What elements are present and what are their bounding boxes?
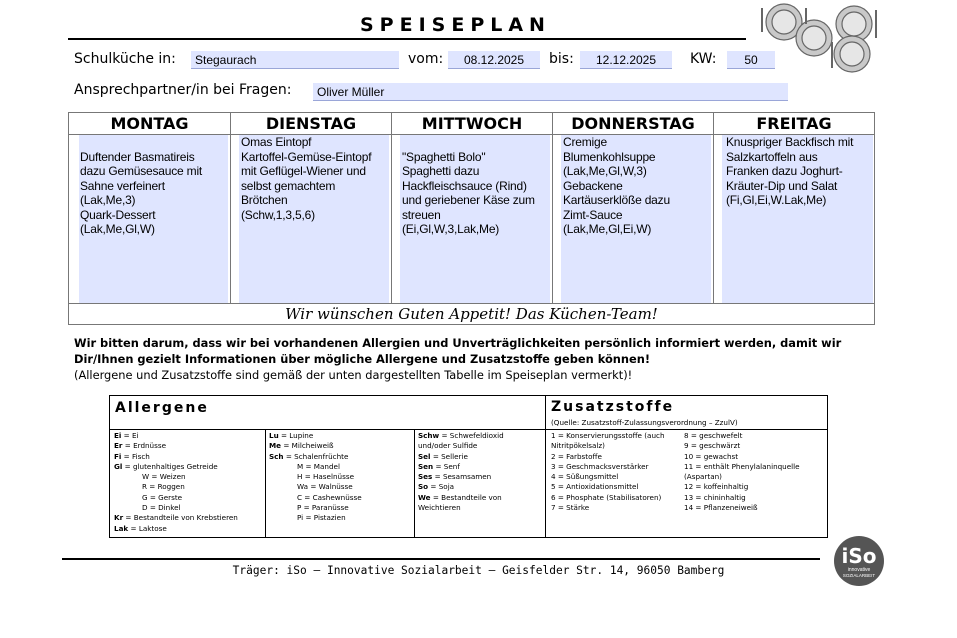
additive-item: 12 = koffeinhaltig	[684, 482, 749, 492]
legend-row-separator	[110, 429, 827, 430]
contact-label: Ansprechpartner/in bei Fragen:	[74, 82, 292, 98]
additive-item: 9 = geschwärzt	[684, 441, 741, 451]
notice-bold-line: Wir bitten darum, dass wir bei vorhandenen Allergien und Unverträglichkeiten persönlich informiert werden, damit wir	[74, 336, 842, 350]
allergen-text: = Schalenfrüchte	[285, 451, 349, 461]
kitchen-field[interactable]: Stegaurach	[191, 51, 399, 69]
menu-line: streuen	[402, 207, 441, 222]
day-header-thursday: DONNERSTAG	[571, 114, 695, 133]
menu-text-monday	[80, 135, 202, 237]
allergen-subitem: H = Haselnüsse	[297, 472, 354, 482]
allergen-text: = Lupine	[281, 431, 314, 440]
allergen-code: Me	[269, 441, 282, 451]
allergen-subitem: D = Dinkel	[142, 503, 181, 513]
menu-line	[402, 135, 535, 150]
legend-column-separator	[265, 429, 266, 537]
notice-bold-line: Dir/Ihnen gezielt Informationen über mögliche Allergene und Zusatzstoffe geben können!	[74, 352, 651, 366]
allergen-code: Sen	[418, 461, 434, 471]
menu-line: (Lak,Me,Gl,W)	[80, 222, 155, 236]
menu-line: und geriebener Käse zum	[402, 193, 535, 207]
additive-item: 2 = Farbstoffe	[551, 451, 602, 461]
allergen-code: So	[418, 482, 429, 492]
menu-line: Duftender Basmatireis	[80, 149, 195, 164]
title-underline	[68, 38, 746, 40]
menu-line: Kartäuserklöße dazu	[563, 193, 670, 207]
to-label: bis:	[549, 51, 574, 67]
allergen-code: Gl	[114, 461, 123, 471]
allergen-subitem: R = Roggen	[142, 482, 185, 492]
allergen-text: = Milcheiweiß	[283, 441, 334, 451]
additive-item: Nitritpökelsalz)	[551, 441, 605, 451]
allergen-code: Schw	[418, 431, 440, 440]
menu-line: Hackfleischsauce (Rind)	[402, 178, 527, 193]
additives-source: (Quelle: Zusatzstoff-Zulassungsverordnung – ZzulV)	[551, 418, 738, 427]
allergen-text: Weichtieren	[418, 503, 461, 513]
additives-title: Zusatzstoffe	[551, 399, 675, 415]
additives-column	[684, 431, 800, 513]
allergen-code: Lu	[269, 431, 279, 440]
menu-line: dazu Gemüsesauce mit	[80, 164, 203, 178]
allergens-column	[418, 431, 504, 513]
logo-main: iSo	[841, 544, 877, 568]
day-header-monday: MONTAG	[110, 114, 189, 133]
allergen-code: Fi	[114, 451, 122, 461]
from-date-field[interactable]: 08.12.2025	[448, 51, 540, 69]
additive-item: 8 = geschwefelt	[684, 431, 743, 440]
allergens-column	[269, 431, 362, 524]
menu-text-friday	[726, 135, 853, 208]
menu-line: Zimt-Sauce	[563, 207, 623, 222]
allergens-title: Allergene	[115, 400, 209, 416]
allergen-code: Lak	[114, 523, 129, 533]
menu-line: Blumenkohlsuppe	[563, 149, 656, 164]
menu-line: Sahne verfeinert	[80, 178, 165, 193]
menu-line: Spaghetti dazu	[402, 164, 480, 178]
allergen-text: = Senf	[435, 461, 460, 471]
menu-line: Gebackene	[563, 178, 623, 193]
legend-column-separator	[414, 429, 415, 537]
allergy-notice	[74, 335, 864, 383]
additive-item: 5 = Antioxidationsmittel	[551, 482, 639, 492]
legend-column-separator	[545, 396, 546, 537]
allergen-code: Ses	[418, 472, 433, 482]
column-separator	[391, 113, 392, 303]
additive-item: 7 = Stärke	[551, 503, 590, 513]
additive-item: 1 = Konservierungsstoffe (auch	[551, 431, 665, 440]
menu-text-wednesday	[402, 135, 535, 237]
menu-line: Kartoffel-Gemüse-Eintopf	[241, 149, 372, 164]
menu-line: (Lak,Me,Gl,W,3)	[563, 164, 647, 178]
allergen-text: = Bestandteile von	[432, 492, 502, 502]
allergen-text: = Ei	[123, 431, 139, 440]
additive-item: 11 = enthält Phenylalaninquelle	[684, 461, 800, 471]
allergen-subitem: M = Mandel	[297, 461, 340, 471]
column-separator	[552, 113, 553, 303]
allergen-code: Sch	[269, 451, 284, 461]
from-label: vom:	[408, 51, 444, 67]
menu-line: Brötchen	[241, 193, 288, 207]
allergen-text: = Fisch	[123, 451, 150, 461]
menu-line: Cremige	[563, 135, 607, 149]
allergen-text: = glutenhaltiges Getreide	[124, 461, 218, 471]
menu-line: (Fi,Gl,Ei,W.Lak,Me)	[726, 193, 827, 207]
menu-line: (Lak,Me,3)	[80, 193, 136, 207]
plates-icon	[756, 2, 896, 76]
week-field[interactable]: 50	[727, 51, 775, 69]
allergen-text: = Sesamsamen	[434, 472, 492, 482]
additive-item: 13 = chininhaltig	[684, 492, 746, 502]
allergen-text: und/oder Sulfide	[418, 441, 478, 451]
additive-item: 6 = Phosphate (Stabilisatoren)	[551, 492, 662, 502]
allergen-code: Er	[114, 441, 123, 451]
additive-item: 14 = Pflanzeneiweiß	[684, 503, 758, 513]
logo-sub: SOZIALARBEIT	[842, 573, 876, 578]
menu-line: "Spaghetti Bolo"	[402, 149, 486, 164]
logo-sub: innovative	[847, 567, 871, 573]
allergen-subitem: G = Gerste	[142, 492, 183, 502]
allergen-code: Sel	[418, 451, 431, 461]
menu-line: Franken dazu Joghurt-	[726, 164, 843, 178]
menu-line: (Schw,1,3,5,6)	[241, 207, 315, 222]
menu-line: Omas Eintopf	[241, 135, 312, 149]
page-title: SPEISEPLAN	[360, 14, 551, 36]
to-date-field[interactable]: 12.12.2025	[580, 51, 672, 69]
allergens-column	[114, 431, 238, 534]
allergen-code: Kr	[114, 513, 124, 523]
footer-text: Träger: iSo – Innovative Sozialarbeit – Geisfelder Str. 14, 96050 Bamberg	[232, 564, 725, 577]
additives-column	[551, 431, 665, 513]
allergen-text: = Schwefeldioxid	[441, 431, 504, 440]
kitchen-label: Schulküche in:	[74, 51, 176, 67]
column-separator	[713, 113, 714, 303]
day-header-friday: FREITAG	[756, 114, 832, 133]
allergen-code: We	[418, 492, 431, 502]
allergen-subitem: C = Cashewnüsse	[297, 492, 362, 502]
menu-line: mit Geflügel-Wiener und	[241, 164, 366, 178]
menu-line: Quark-Dessert	[80, 207, 156, 222]
menu-text-thursday	[563, 135, 670, 237]
menu-line: (Lak,Me,Gl,Ei,W)	[563, 222, 652, 236]
allergen-text: = Soja	[430, 482, 455, 492]
additive-item: (Aspartan)	[684, 472, 722, 482]
menu-line: Salzkartoffeln aus	[726, 149, 818, 164]
menu-line: Knuspriger Backfisch mit	[726, 135, 854, 149]
allergen-text: = Bestandteile von Krebstieren	[125, 513, 238, 523]
additive-item: 3 = Geschmacksverstärker	[551, 461, 649, 471]
allergen-subitem: P = Paranüsse	[297, 503, 349, 513]
legend-table	[109, 395, 828, 538]
allergen-subitem: W = Weizen	[142, 472, 186, 482]
menu-text-tuesday	[241, 135, 371, 222]
day-header-wednesday: MITTWOCH	[421, 114, 523, 133]
greeting-text: Wir wünschen Guten Appetit! Das Küchen-Team!	[285, 305, 658, 323]
menu-line	[80, 135, 202, 150]
allergen-subitem: Pi = Pistazien	[297, 513, 346, 523]
column-separator	[230, 113, 231, 303]
contact-field[interactable]: Oliver Müller	[313, 83, 788, 101]
allergen-text: = Erdnüsse	[124, 441, 167, 451]
allergen-code: Ei	[114, 431, 122, 440]
menu-line: (Ei,Gl,W,3,Lak,Me)	[402, 222, 500, 236]
menu-table	[68, 112, 875, 325]
day-header-tuesday: DIENSTAG	[265, 114, 357, 133]
week-label: KW:	[690, 51, 717, 67]
footer-line	[62, 558, 820, 560]
additive-item: 4 = Süßungsmittel	[551, 472, 619, 482]
additive-item: 10 = gewachst	[684, 451, 739, 461]
allergen-text: = Sellerie	[432, 451, 468, 461]
menu-line: selbst gemachtem	[241, 178, 336, 193]
menu-line: Kräuter-Dip und Salat	[726, 178, 838, 193]
allergen-subitem: Wa = Walnüsse	[297, 482, 353, 492]
iso-logo	[834, 536, 884, 586]
notice-normal-line: (Allergene und Zusatzstoffe sind gemäß der unten dargestellten Tabelle im Speiseplan vermerkt)!	[74, 368, 633, 382]
allergen-text: = Laktose	[130, 523, 167, 533]
